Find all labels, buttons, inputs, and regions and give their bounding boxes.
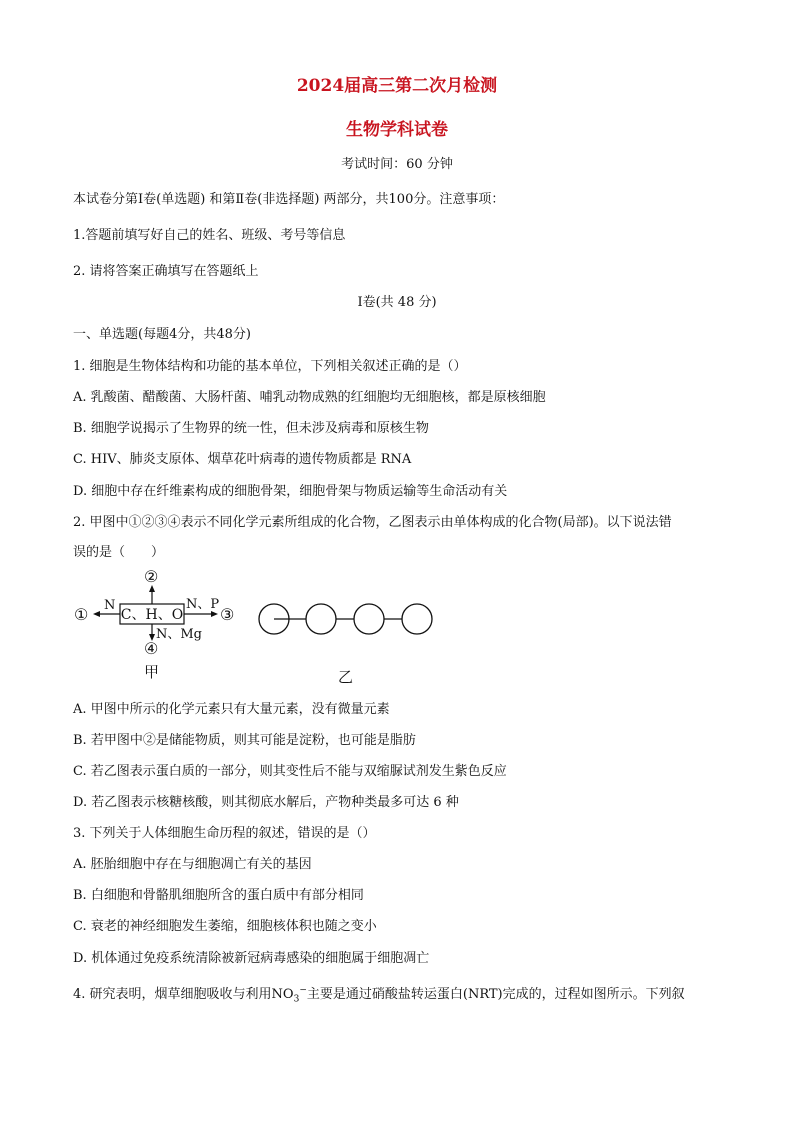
monomer-circle [354,604,384,634]
box-label: C、H、O [120,607,184,623]
q4-stem-pre: 4. 研究表明，烟草细胞吸收与利用 [73,987,272,1002]
q3-option-c: C. 衰老的神经细胞发生萎缩，细胞核体积也随之变小 [73,919,377,934]
arrowhead-up [149,585,155,592]
circle-3: ③ [220,605,235,624]
q1-option-d: D. 细胞中存在纤维素构成的细胞骨架，细胞骨架与物质运输等生命活动有关 [73,484,508,499]
q3-stem: 3. 下列关于人体细胞生命历程的叙述，错误的是（） [73,826,376,841]
q3-option-d: D. 机体通过免疫系统清除被新冠病毒感染的细胞属于细胞凋亡 [73,951,430,966]
q3-option-a: A. 胚胎细胞中存在与细胞凋亡有关的基因 [73,857,312,872]
section-heading: 一、单选题(每题4分，共48分) [73,327,251,342]
figure-label-yi: 乙 [338,668,354,686]
q2-option-c: C. 若乙图表示蛋白质的一部分，则其变性后不能与双缩脲试剂发生紫色反应 [73,764,507,779]
circle-2: ② [144,567,159,586]
q2-stem-line1: 2. 甲图中①②③④表示不同化学元素所组成的化合物，乙图表示由单体构成的化合物(局部)。以下说法错 [73,515,672,530]
q1-option-b: B. 细胞学说揭示了生物界的统一性，但未涉及病毒和原核生物 [73,421,429,436]
circle-1: ① [74,605,89,624]
q1-option-a: A. 乳酸菌、醋酸菌、大肠杆菌、哺乳动物成熟的红细胞均无细胞核，都是原核细胞 [73,390,546,405]
q3-option-b: B. 白细胞和骨骼肌细胞所含的蛋白质中有部分相同 [73,888,364,903]
q4-stem [73,983,685,1005]
part-title: Ⅰ卷(共 48 分) [357,295,437,310]
q1-option-c: C. HIV、肺炎支原体、烟草花叶病毒的遗传物质都是 RNA [73,452,412,467]
note-2: 2. 请将答案正确填写在答题纸上 [73,264,259,279]
arrowhead-left [93,611,100,617]
label-nmg: N、Mg [156,627,203,642]
circle-4: ④ [144,639,159,658]
q2-option-b: B. 若甲图中②是储能物质，则其可能是淀粉，也可能是脂肪 [73,733,416,748]
figure-label-jia: 甲 [144,663,160,681]
note-1: 1.答题前填写好自己的姓名、班级、考号等信息 [73,228,346,243]
q4-stem-post: 主要是通过硝酸盐转运蛋白(NRT)完成的，过程如图所示。下列叙 [306,987,685,1002]
monomer-circle [306,604,336,634]
q1-stem: 1. 细胞是生物体结构和功能的基本单位，下列相关叙述正确的是（） [73,359,467,374]
nitrate-ion: $NO_3^-$ [271,985,307,1005]
label-np: N、P [186,597,220,612]
intro-line: 本试卷分第Ⅰ卷(单选题) 和第Ⅱ卷(非选择题) 两部分，共100分。注意事项： [73,192,505,207]
q2-figure [60,562,460,692]
exam-time: 考试时间：60 分钟 [341,157,453,172]
exam-subtitle: 生物学科试卷 [346,120,448,140]
q2-option-d: D. 若乙图表示核糖核酸，则其彻底水解后，产物种类最多可达 6 种 [73,795,459,810]
monomer-circle [402,604,432,634]
q2-option-a: A. 甲图中所示的化学元素只有大量元素，没有微量元素 [73,702,390,717]
q2-stem-line2: 误的是（ ） [73,545,165,560]
label-n: N [104,598,116,613]
exam-title: 2024届高三第二次月检测 [296,76,498,96]
